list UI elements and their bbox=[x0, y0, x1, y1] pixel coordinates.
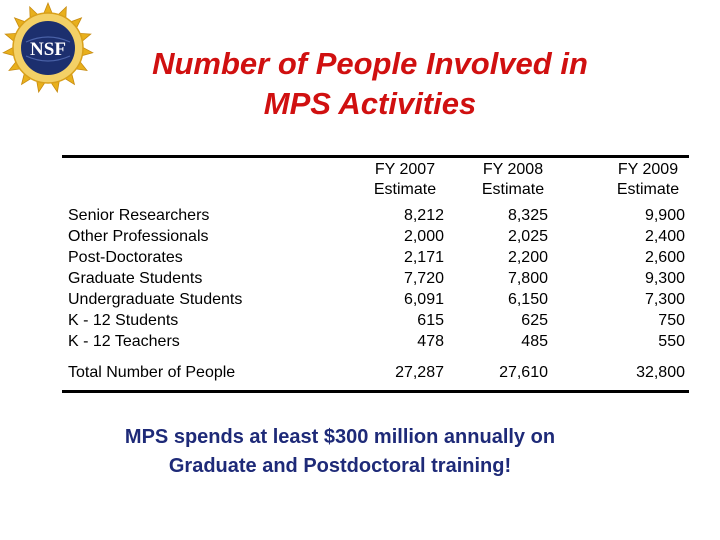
row-label: Senior Researchers bbox=[68, 207, 210, 224]
row-label: Post-Doctorates bbox=[68, 249, 183, 266]
total-label: Total Number of People bbox=[68, 364, 236, 381]
column-header-year: FY 2007 bbox=[374, 161, 436, 178]
value-fy2007: 478 bbox=[417, 333, 444, 350]
value-fy2009: 9,900 bbox=[644, 207, 685, 224]
value-fy2008: 8,325 bbox=[507, 207, 548, 224]
value-fy2007: 2,000 bbox=[403, 228, 444, 245]
table-row bbox=[62, 312, 689, 333]
table-row bbox=[62, 291, 689, 312]
value-fy2008: 2,200 bbox=[507, 249, 548, 266]
value-fy2008: 625 bbox=[521, 312, 548, 329]
value-fy2008: 2,025 bbox=[507, 228, 548, 245]
total-fy2008: 27,610 bbox=[499, 364, 548, 381]
column-header-type: Estimate bbox=[481, 181, 545, 198]
value-fy2007: 7,720 bbox=[403, 270, 444, 287]
table-total-row bbox=[62, 364, 689, 385]
table-row bbox=[62, 270, 689, 291]
logo-text: NSF bbox=[30, 39, 66, 60]
nsf-logo bbox=[2, 2, 94, 94]
value-fy2009: 550 bbox=[658, 333, 685, 350]
value-fy2008: 6,150 bbox=[507, 291, 548, 308]
table-row bbox=[62, 207, 689, 228]
value-fy2009: 9,300 bbox=[644, 270, 685, 287]
table-bottom-rule bbox=[62, 390, 689, 393]
total-fy2009: 32,800 bbox=[636, 364, 685, 381]
row-label: K - 12 Teachers bbox=[68, 333, 180, 350]
title-line-2: MPS Activities bbox=[263, 86, 477, 121]
value-fy2007: 6,091 bbox=[403, 291, 444, 308]
table-row bbox=[62, 228, 689, 249]
row-label: Graduate Students bbox=[68, 270, 203, 287]
column-header-fy2007 bbox=[345, 160, 465, 200]
column-header-year: FY 2008 bbox=[482, 161, 544, 178]
slide-title bbox=[100, 44, 640, 124]
row-label: Undergraduate Students bbox=[68, 291, 243, 308]
value-fy2007: 615 bbox=[417, 312, 444, 329]
table-top-rule bbox=[62, 155, 689, 158]
value-fy2007: 2,171 bbox=[403, 249, 444, 266]
row-label: Other Professionals bbox=[68, 228, 209, 245]
column-header-year: FY 2009 bbox=[617, 161, 679, 178]
value-fy2009: 2,400 bbox=[644, 228, 685, 245]
value-fy2007: 8,212 bbox=[403, 207, 444, 224]
value-fy2008: 7,800 bbox=[507, 270, 548, 287]
column-header-type: Estimate bbox=[616, 181, 680, 198]
value-fy2008: 485 bbox=[521, 333, 548, 350]
row-label: K - 12 Students bbox=[68, 312, 179, 329]
summary-note bbox=[60, 423, 620, 481]
note-line-1: MPS spends at least $300 million annually on bbox=[124, 426, 556, 448]
column-header-fy2009 bbox=[588, 160, 708, 200]
value-fy2009: 750 bbox=[658, 312, 685, 329]
value-fy2009: 7,300 bbox=[644, 291, 685, 308]
total-fy2007: 27,287 bbox=[395, 364, 444, 381]
table-row bbox=[62, 333, 689, 354]
note-line-2: Graduate and Postdoctoral training! bbox=[168, 455, 512, 477]
value-fy2009: 2,600 bbox=[644, 249, 685, 266]
column-header-type: Estimate bbox=[373, 181, 437, 198]
column-header-fy2008 bbox=[453, 160, 573, 200]
title-line-1: Number of People Involved in bbox=[152, 46, 588, 81]
table-row bbox=[62, 249, 689, 270]
